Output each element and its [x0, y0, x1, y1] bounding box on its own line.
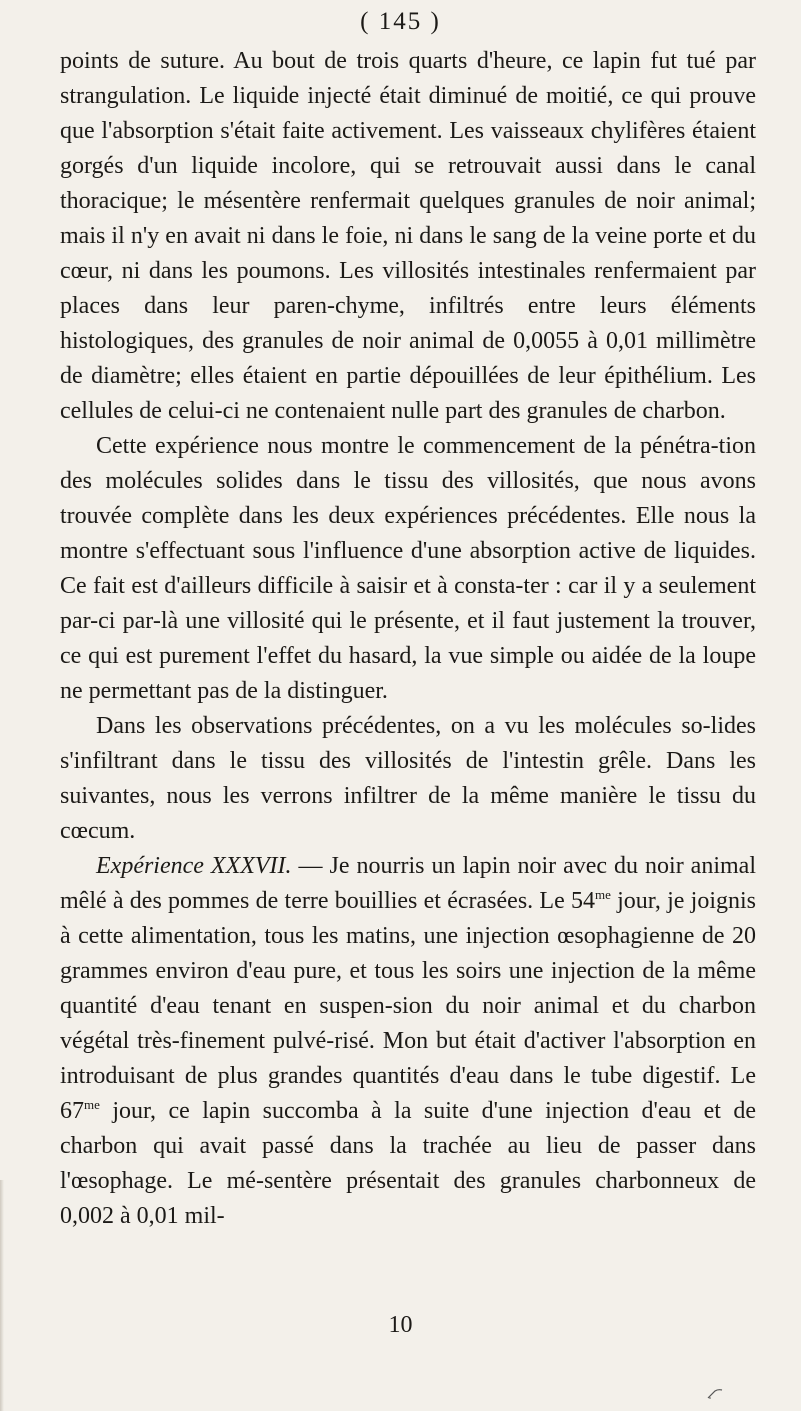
paragraph-4-part-1: — Je nourris un lapin noir avec du noir animal mêlé à des pommes de terre bouillies et écrasées. Le 54 [60, 853, 756, 914]
body-text [60, 44, 756, 1234]
ink-smudge-icon [706, 1388, 724, 1400]
paragraph-3: Dans les observations précédentes, on a vu les molécules so-lides s'infiltrant dans le tissu des villosités de l'intestin grêle. Dans les suivantes, nous les verrons infiltrer de la même manière le tissu du cœcum. [60, 713, 756, 844]
paragraph-1: points de suture. Au bout de trois quarts d'heure, ce lapin fut tué par strangulation. Le liquide injecté était diminué de moitié, ce qui prouve que l'absorption s'était faite activement. Les vaisseaux chylifères étaient gorgés d'un liquide incolore, qui se retrouvait aussi dans le canal thoracique; le mésentère renfermait quelques granules de noir animal; mais il n'y en avait ni dans le foie, ni dans le sang de la veine porte et du cœur, ni dans les poumons. Les villosités intestinales renfermaient par places dans leur paren-chyme, infiltrés entre leurs éléments histologiques, des granules de noir animal de 0,0055 à 0,01 millimètre de diamètre; elles étaient en partie dépouillées de leur épithélium. Les cellules de celui-ci ne contenaient nulle part des granules de charbon. [60, 48, 756, 424]
paragraph-4 [60, 849, 756, 1234]
ordinal-suffix-1: me [594, 887, 611, 902]
paragraph-2: Cette expérience nous montre le commencement de la pénétra-tion des molécules solides dans le tissu des villosités, que nous avons trouvée complète dans les deux expériences précédentes. Elle nous la montre s'effectuant sous l'influence d'une absorption active de liquides. Ce fait est d'ailleurs difficile à saisir et à consta-ter : car il y a seulement par-ci par-là une villosité qui le présente, et il faut justement la trouver, ce qui est purement l'effet du hasard, la vue simple ou aidée de la loupe ne permettant pas de la distinguer. [60, 433, 756, 704]
signature-mark: 10 [388, 1312, 413, 1338]
page-number: ( 145 ) [360, 8, 441, 35]
paragraph-4-part-3: jour, ce lapin succomba à la suite d'une injection d'eau et de charbon qui avait passé dans la trachée au lieu de passer dans l'œsophage. Le mé-sentère présentait des granules charbonneux de 0,002 à 0,01 mil- [60, 1098, 756, 1229]
page-edge-shadow [0, 1180, 4, 1411]
paragraph-4-part-2: jour, je joignis à cette alimentation, tous les matins, une injection œsophagienne de 20 grammes environ d'eau pure, et tous les soirs une injection de la même quantité d'eau tenant en suspen-sion du noir animal et du charbon végétal très-finement pulvé-risé. Mon but était d'activer l'absorption en introduisant de plus grandes quantités d'eau dans le tube digestif. Le 67 [60, 888, 756, 1124]
experiment-heading: Expérience XXXVII. [96, 853, 292, 879]
ordinal-suffix-2: me [84, 1097, 100, 1112]
